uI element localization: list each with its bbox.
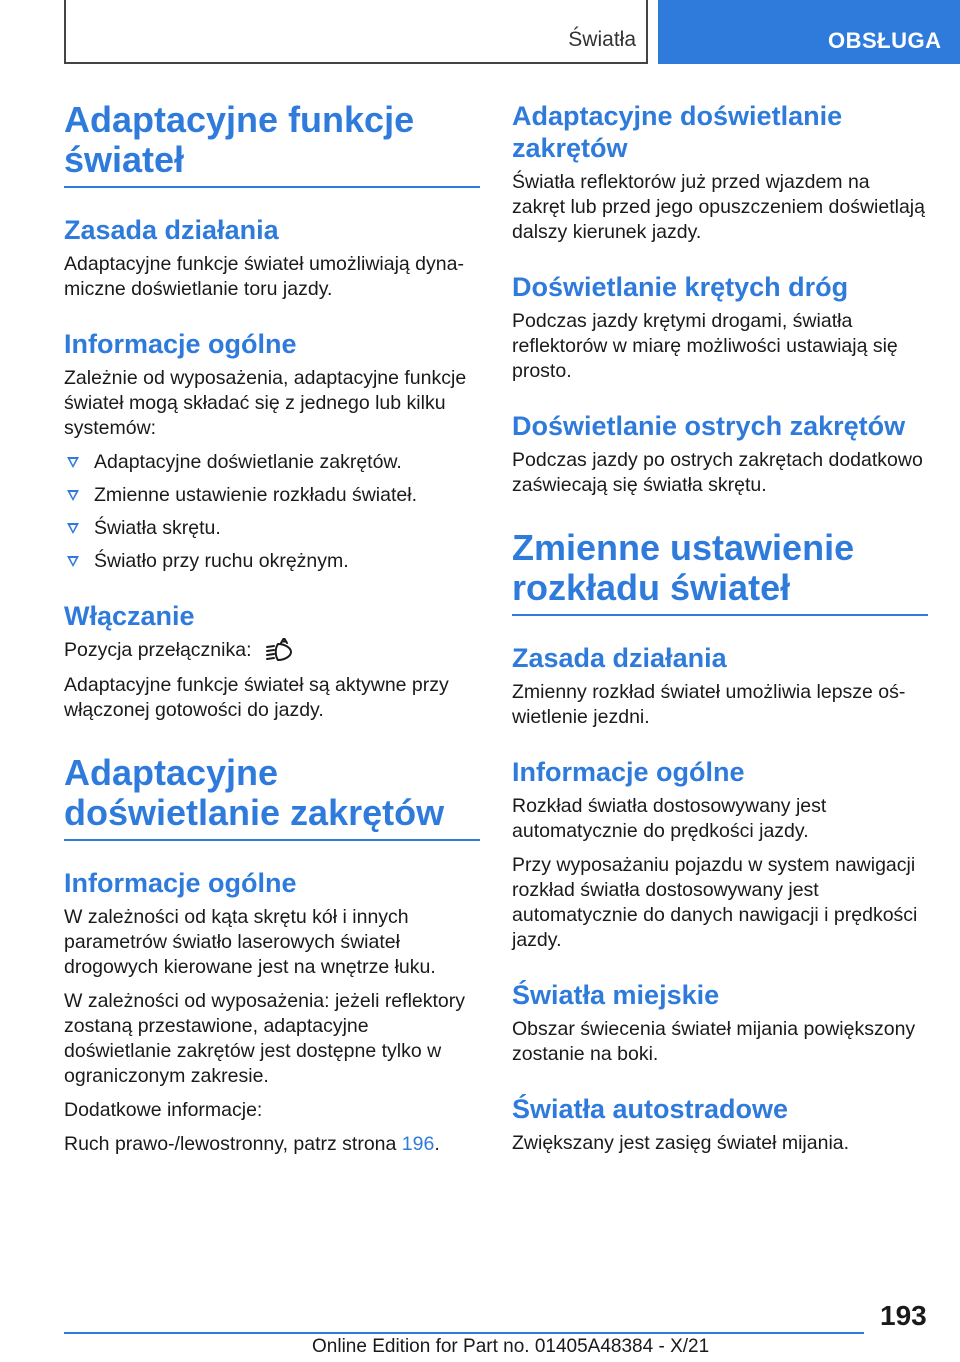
paragraph-winding-roads: Podczas jazdy krętymi drogami, światła reflektorów w miarę możliwości ustawiają się prosto. bbox=[512, 310, 898, 382]
heading-cornering-light: Adaptacyjne doświetlanie zakrętów bbox=[512, 101, 843, 163]
header-chapter-tab bbox=[658, 0, 960, 64]
heading-city-lights: Światła miejskie bbox=[512, 980, 720, 1010]
heading-motorway-lights: Światła autostradowe bbox=[512, 1094, 789, 1124]
paragraph-motorway-lights: Zwiększany jest zasięg świateł mijania. bbox=[512, 1132, 850, 1154]
heading-winding-roads: Doświetlanie krętych dróg bbox=[512, 272, 849, 302]
systems-list bbox=[64, 450, 480, 574]
paragraph-navigation-adjust: Przy wyposażaniu pojazdu w system nawigacji rozkład światła dostosowywany jest automatycznie do danych nawigacji i prędkości jazdy. bbox=[512, 854, 918, 951]
paragraph-traffic-side: Ruch prawo-/lewostronny, patrz strona 196. bbox=[64, 1133, 440, 1155]
heading-principle: Zasada działania bbox=[64, 215, 279, 245]
header-section-title: Światła bbox=[568, 28, 636, 51]
triangle-bullet-icon bbox=[67, 490, 79, 501]
paragraph-active-when-ready: Adaptacyjne funkcje świateł są aktywne przy włączonej gotowości do jazdy. bbox=[64, 674, 449, 721]
footer-divider bbox=[64, 1332, 864, 1334]
paragraph-switch-position: Pozycja przełącznika: bbox=[64, 638, 480, 664]
paragraph-additional-info: Dodatkowe informacje: bbox=[64, 1099, 263, 1121]
right-column bbox=[512, 100, 928, 1165]
triangle-bullet-icon bbox=[67, 523, 79, 534]
heading-principle-2: Zasada działania bbox=[512, 643, 727, 673]
list-item: Światła skrętu. bbox=[64, 516, 480, 541]
auto-headlight-icon bbox=[265, 638, 295, 664]
paragraph-headlight-adjusted: W zależności od wyposażenia: jeżeli reflektory zostaną przestawione, adaptacyjne doświetlanie zakrętów jest dostępne tylko w ograniczonym zakresie. bbox=[64, 990, 466, 1087]
heading-general-info-3: Informacje ogólne bbox=[512, 757, 745, 787]
paragraph-sharp-bends: Podczas jazdy po ostrych zakrętach dodatkowo zaświecają się światła skrętu. bbox=[512, 449, 923, 496]
paragraph-laser-light: W zależności od kąta skrętu kół i innych parametrów światło laserowych świateł drogowych kierowane jest na wnętrze łuku. bbox=[64, 906, 436, 978]
list-item: Zmienne ustawienie rozkładu świateł. bbox=[64, 483, 480, 508]
heading-variable-light-distribution: Zmienne ustawienie rozkładu świateł bbox=[512, 528, 928, 616]
paragraph-speed-adjust: Rozkład światła dostosowywany jest automatycznie do prędkości jazdy. bbox=[512, 795, 827, 842]
header-chapter-label: OBSŁUGA bbox=[828, 28, 942, 53]
list-item: Adaptacyjne doświetlanie zakrętów. bbox=[64, 450, 480, 475]
paragraph-principle-2: Zmienny rozkład świateł umożliwia lepsze oświetlenie jezdni. bbox=[512, 681, 906, 728]
footer-edition: Online Edition for Part no. 01405A48384 - X/21 bbox=[312, 1336, 710, 1357]
header-section-box bbox=[64, 0, 648, 64]
list-item: Światło przy ruchu okrężnym. bbox=[64, 549, 480, 574]
heading-general-info: Informacje ogólne bbox=[64, 329, 297, 359]
paragraph-principle: Adaptacyjne funkcje świateł umożliwiają dynamiczne doświetlanie toru jazdy. bbox=[64, 253, 464, 300]
heading-sharp-bends: Doświetlanie ostrych zakrętów bbox=[512, 411, 906, 441]
paragraph-city-lights: Obszar świecenia świateł mijania powiększony zostanie na boki. bbox=[512, 1018, 916, 1065]
page-reference-link[interactable]: 196 bbox=[401, 1133, 435, 1155]
triangle-bullet-icon bbox=[67, 556, 79, 567]
triangle-bullet-icon bbox=[67, 457, 79, 468]
page-number: 193 bbox=[880, 1300, 927, 1331]
heading-adaptive-cornering: Adaptacyjne doświetlanie zakrętów bbox=[64, 753, 480, 841]
paragraph-cornering-light: Światła reflektorów już przed wjazdem na zakręt lub przed jego opuszczeniem doświetlają dalszy kierunek jazdy. bbox=[512, 171, 925, 243]
heading-switch-on: Włączanie bbox=[64, 601, 195, 631]
heading-adaptive-functions: Adaptacyjne funkcje świateł bbox=[64, 100, 480, 188]
heading-general-info-2: Informacje ogólne bbox=[64, 868, 297, 898]
paragraph-general-info: Zależnie od wyposażenia, adaptacyjne funkcje świateł mogą składać się z jednego lub kilku systemów: bbox=[64, 367, 467, 439]
left-column bbox=[64, 100, 480, 1166]
